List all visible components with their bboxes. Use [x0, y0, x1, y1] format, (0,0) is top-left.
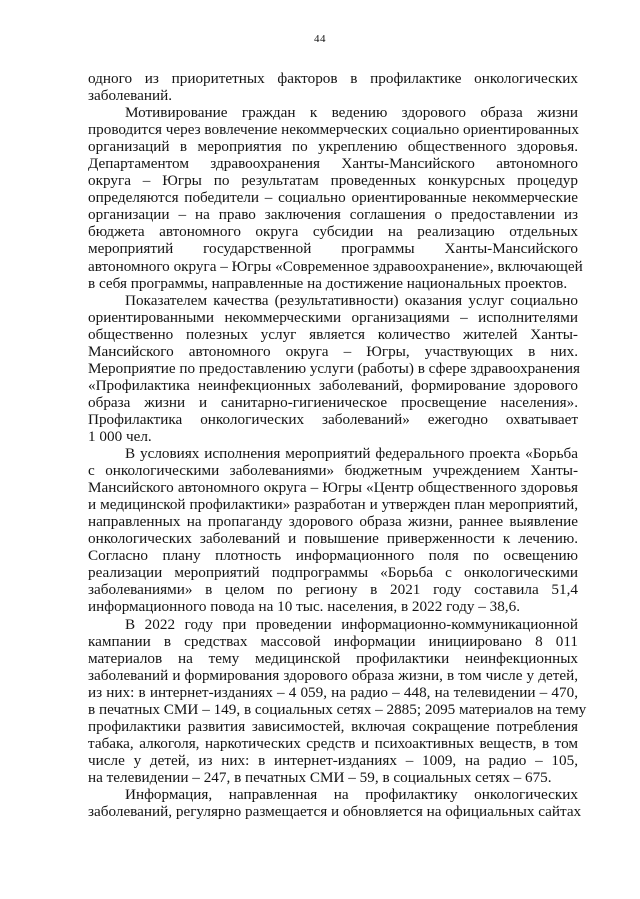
text-line: мероприятий государственной программы Ханты-Мансийского [88, 240, 578, 258]
text-line: автономного округа – Югры «Современное здравоохранение», включающей [88, 257, 583, 275]
paragraph [88, 291, 581, 445]
text-line: бюджета автономного округа субсидии на реализацию отдельных [88, 223, 578, 241]
text-line: Профилактика онкологических заболеваний» ежегодно охватывает [88, 410, 578, 428]
text-line: заболеваний и формирования здорового образа жизни, в том числе у детей, [88, 666, 578, 684]
text-line: реализации мероприятий подпрограммы «Борьба с онкологическими [88, 564, 578, 582]
text-line: на телевидении – 247, в печатных СМИ – 59, в социальных сетях – 675. [88, 768, 552, 786]
text-line: В 2022 году при проведении информационно-коммуникационной [125, 615, 578, 633]
text-line: в себя программы, направленные на достижение национальных проектов. [88, 274, 568, 292]
text-line: табака, алкоголя, наркотических средств и психоактивных веществ, в том [88, 734, 578, 752]
text-line: «Профилактика неинфекционных заболеваний, формирование здорового [88, 376, 578, 394]
text-line: числе у детей, из них: в интернет-изданиях – 1009, на радио – 105, [88, 751, 578, 769]
text-line: округа – Югры по результатам проведенных конкурсных процедур [88, 172, 578, 190]
text-line: Мотивирование граждан к ведению здорового образа жизни [125, 104, 578, 122]
text-line: профилактики развития зависимостей, включая сокращение потребления [88, 717, 578, 735]
page-number: 44 [314, 33, 326, 45]
text-line: в печатных СМИ – 149, в социальных сетях – 2885; 2095 материалов на тему [88, 700, 587, 718]
text-line: заболеваниями» в целом по региону в 2021 году составила 51,4 [88, 581, 578, 599]
text-line: 1 000 чел. [88, 427, 152, 445]
paragraph [88, 615, 587, 786]
paragraph [88, 785, 582, 821]
paragraph [88, 104, 583, 292]
text-line: и медицинской профилактики» разработан и утвержден план мероприятий, [88, 496, 578, 514]
text-line: с онкологическими заболеваниями» бюджетным учреждением Ханты- [88, 462, 578, 480]
paragraph [88, 70, 578, 104]
text-line: образа жизни и санитарно-гигиеническое просвещение населения». [88, 393, 578, 411]
text-line: заболеваний, регулярно размещается и обновляется на официальных сайтах [88, 803, 582, 821]
text-line: ориентированными некоммерческими организациями – исполнителями [88, 308, 578, 326]
text-line: кампании в средствах массовой информации инициировано 8 011 [88, 632, 578, 650]
text-line: Департаментом здравоохранения Ханты-Мансийского автономного [88, 155, 578, 173]
text-line: из них: в интернет-изданиях – 4 059, на радио – 448, на телевидении – 470, [88, 683, 578, 701]
text-line: Мансийского автономного округа – Югры «Центр общественного здоровья [88, 479, 578, 497]
text-line: Информация, направленная на профилактику онкологических [125, 785, 578, 803]
text-line: направленных на пропаганду здорового образа жизни, раннее выявление [88, 513, 578, 531]
text-line: организаций в мероприятия по укреплению общественного здоровья. [88, 138, 578, 156]
text-line: онкологических заболеваний и повышение приверженности к лечению. [88, 530, 578, 548]
text-line: Согласно плану плотность информационного поля по освещению [88, 547, 578, 565]
text-line: общественно полезных услуг является количество жителей Ханты- [88, 325, 578, 343]
text-line: Показателем качества (результативности) оказания услуг социально [125, 291, 578, 309]
text-line: материалов на тему медицинской профилактики неинфекционных [88, 649, 578, 667]
text-line: информационного повода на 10 тыс. населения, в 2022 году – 38,6. [88, 598, 520, 616]
paragraph [88, 445, 578, 615]
text-line: организации – на право заключения соглашения о предоставлении из [88, 206, 578, 224]
text-line: заболеваний. [88, 87, 173, 105]
text-line: одного из приоритетных факторов в профилактике онкологических [88, 70, 578, 87]
document-body [88, 70, 587, 821]
text-line: проводится через вовлечение некоммерческих социально ориентированных [88, 121, 579, 139]
text-line: В условиях исполнения мероприятий федерального проекта «Борьба [125, 445, 578, 463]
text-line: определяются победители – социально ориентированные некоммерческие [88, 189, 578, 207]
text-line: Мероприятие по предоставлению услуги (работы) в сфере здравоохранения [88, 359, 581, 377]
text-line: Мансийского автономного округа – Югры, участвующих в них. [88, 342, 578, 360]
